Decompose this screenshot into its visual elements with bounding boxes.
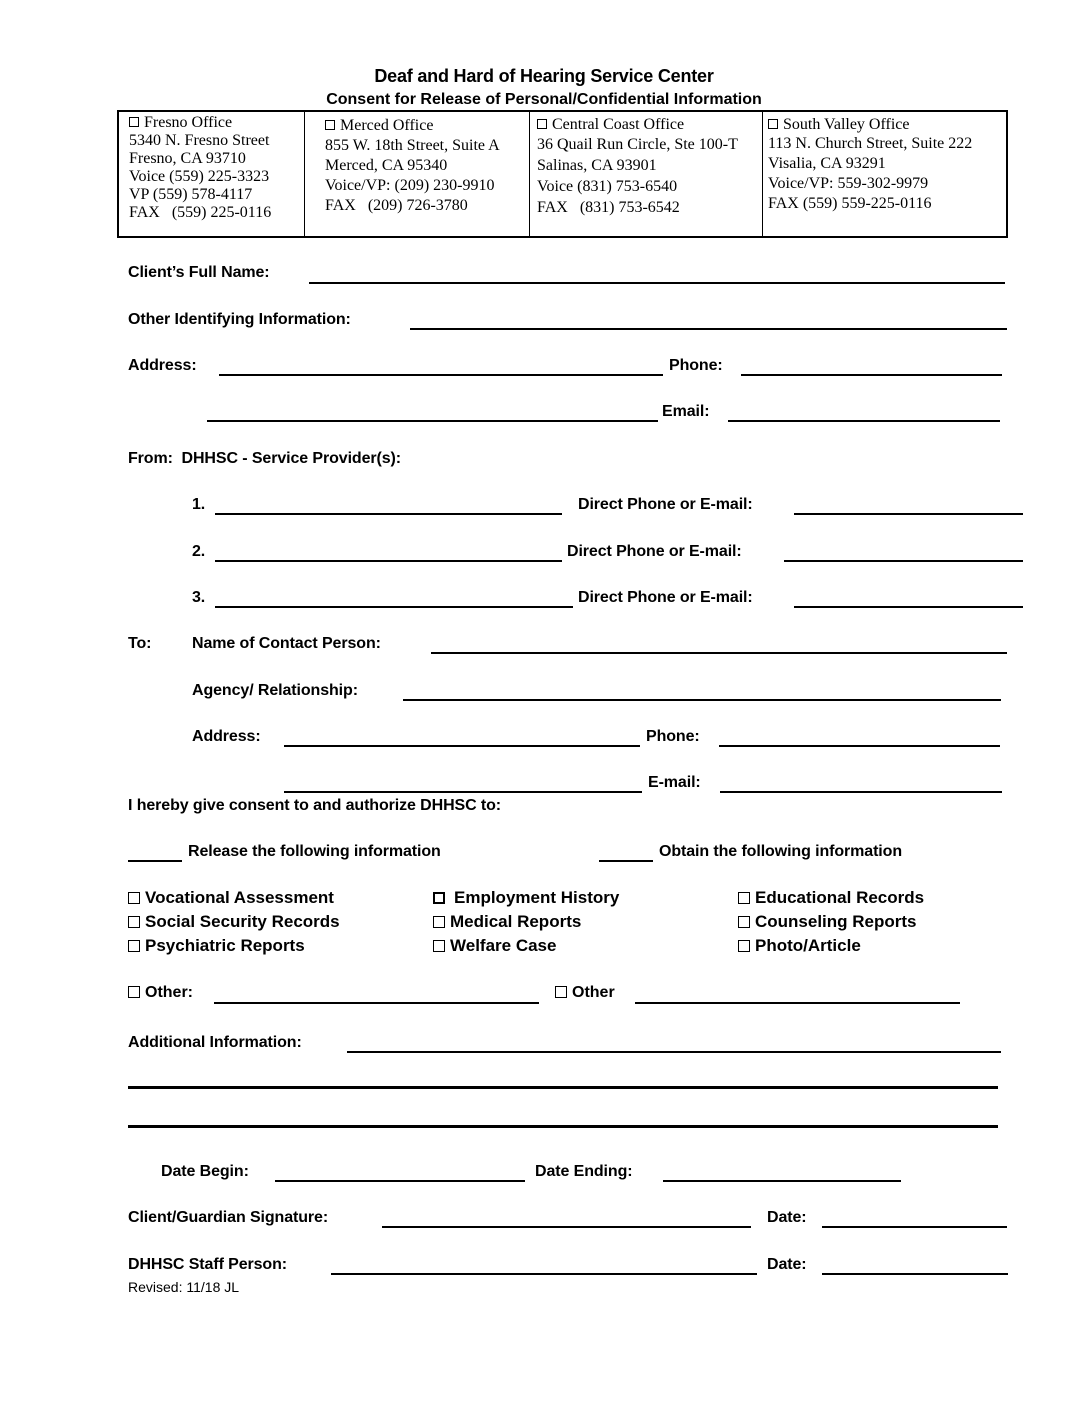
revised-note: Revised: 11/18 JL xyxy=(128,1279,240,1295)
provider-1-number: 1. xyxy=(192,496,206,513)
release-blank-input[interactable] xyxy=(128,840,182,862)
checkbox-icon[interactable] xyxy=(555,986,567,998)
checkbox-employment-history[interactable]: Employment History xyxy=(433,888,619,908)
additional-info-underline-3 xyxy=(128,1125,998,1128)
consent-statement: I hereby give consent to and authorize DHHSC to: xyxy=(128,797,502,814)
office-merced-checkbox[interactable]: Merced Office xyxy=(325,116,529,136)
checkbox-icon[interactable] xyxy=(129,117,139,127)
client-signature-input[interactable] xyxy=(385,1205,748,1227)
provider-1-name-input[interactable] xyxy=(218,492,559,514)
client-signature-date-input[interactable] xyxy=(825,1205,1004,1227)
provider-1-contact-input[interactable] xyxy=(797,492,1020,514)
checkbox-other-1[interactable]: Other: xyxy=(128,984,193,1002)
provider-1-contact-label: Direct Phone or E-mail: xyxy=(578,496,753,513)
checkbox-welfare-case[interactable]: Welfare Case xyxy=(433,936,556,956)
date-ending-label: Date Ending: xyxy=(535,1163,633,1180)
checkbox-icon[interactable] xyxy=(128,940,140,952)
contact-address-line1-input[interactable] xyxy=(287,724,637,746)
provider-3-contact-input[interactable] xyxy=(797,585,1020,607)
contact-email-input[interactable] xyxy=(723,770,999,792)
additional-info-underline-2 xyxy=(128,1086,998,1089)
staff-person-label: DHHSC Staff Person: xyxy=(128,1256,288,1273)
checkbox-icon[interactable] xyxy=(325,120,335,130)
checkbox-counseling-reports[interactable]: Counseling Reports xyxy=(738,912,917,932)
additional-info-line3-input[interactable] xyxy=(131,1103,995,1125)
agency-relationship-input[interactable] xyxy=(406,678,998,700)
from-service-providers-label: From: DHHSC - Service Provider(s): xyxy=(128,450,402,467)
checkbox-icon[interactable] xyxy=(738,940,750,952)
contact-person-input[interactable] xyxy=(434,631,1004,653)
client-address-line1-input[interactable] xyxy=(222,353,660,375)
provider-3-contact-label: Direct Phone or E-mail: xyxy=(578,589,753,606)
checkbox-icon[interactable] xyxy=(128,892,140,904)
client-signature-label: Client/Guardian Signature: xyxy=(128,1209,329,1226)
client-phone-input[interactable] xyxy=(744,353,999,375)
other-1-input[interactable] xyxy=(217,981,536,1003)
contact-address-line2-input[interactable] xyxy=(287,770,639,792)
additional-info-line2-input[interactable] xyxy=(131,1064,995,1086)
release-info-label: Release the following information xyxy=(188,843,441,860)
office-fresno-checkbox[interactable]: Fresno Office xyxy=(129,114,304,132)
office-central-coast: Central Coast Office 36 Quail Run Circle, Ste 100-T Salinas, CA 93901 Voice (831) 753-6540 FAX (831) 753-6542 xyxy=(529,112,762,236)
checkbox-icon[interactable] xyxy=(433,940,445,952)
client-signature-date-label: Date: xyxy=(767,1209,807,1226)
contact-phone-input[interactable] xyxy=(722,724,997,746)
office-south-valley-checkbox[interactable]: South Valley Office xyxy=(768,116,1006,134)
checkbox-icon[interactable] xyxy=(128,986,140,998)
checkbox-photo-article[interactable]: Photo/Article xyxy=(738,936,861,956)
checkbox-medical-reports[interactable]: Medical Reports xyxy=(433,912,581,932)
checkbox-icon[interactable] xyxy=(433,892,445,904)
checkbox-icon[interactable] xyxy=(738,892,750,904)
checkbox-icon[interactable] xyxy=(537,119,547,129)
checkbox-icon[interactable] xyxy=(433,916,445,928)
client-email-label: Email: xyxy=(662,403,710,420)
client-address-label: Address: xyxy=(128,357,197,374)
date-begin-label: Date Begin: xyxy=(161,1163,249,1180)
provider-2-contact-label: Direct Phone or E-mail: xyxy=(567,543,742,560)
client-address-line2-input[interactable] xyxy=(210,399,655,421)
contact-email-label: E-mail: xyxy=(648,774,701,791)
staff-person-input[interactable] xyxy=(334,1252,754,1274)
provider-3-number: 3. xyxy=(192,589,206,606)
other-2-input[interactable] xyxy=(638,981,957,1003)
office-central-coast-checkbox[interactable]: Central Coast Office xyxy=(537,116,762,134)
checkbox-other-2[interactable]: Other xyxy=(555,984,615,1002)
page-title: Deaf and Hard of Hearing Service Center xyxy=(374,66,714,86)
to-label: To: xyxy=(128,635,152,652)
offices-table xyxy=(117,110,1008,238)
checkbox-psychiatric-reports[interactable]: Psychiatric Reports xyxy=(128,936,305,956)
client-email-input[interactable] xyxy=(731,399,997,421)
checkbox-icon[interactable] xyxy=(128,916,140,928)
checkbox-educational-records[interactable]: Educational Records xyxy=(738,888,924,908)
other-identifying-info-input[interactable] xyxy=(413,307,1003,329)
staff-date-input[interactable] xyxy=(825,1252,1005,1274)
office-merced: Merced Office 855 W. 18th Street, Suite A Merced, CA 95340 Voice/VP: (209) 230-9910 FAX (209) 726-3780 xyxy=(304,112,529,236)
additional-info-label: Additional Information: xyxy=(128,1034,302,1051)
obtain-blank-input[interactable] xyxy=(599,840,653,862)
obtain-info-label: Obtain the following information xyxy=(659,843,902,860)
checkbox-icon[interactable] xyxy=(738,916,750,928)
provider-2-contact-input[interactable] xyxy=(787,539,1020,561)
provider-2-name-input[interactable] xyxy=(218,539,559,561)
checkbox-vocational-assessment[interactable]: Vocational Assessment xyxy=(128,888,334,908)
date-ending-input[interactable] xyxy=(666,1159,898,1181)
provider-3-name-input[interactable] xyxy=(218,585,570,607)
contact-phone-label: Phone: xyxy=(646,728,700,745)
other-identifying-info-label: Other Identifying Information: xyxy=(128,311,351,328)
agency-relationship-label: Agency/ Relationship: xyxy=(192,682,358,699)
checkbox-icon[interactable] xyxy=(768,119,778,129)
additional-info-line1-input[interactable] xyxy=(350,1030,998,1052)
staff-date-label: Date: xyxy=(767,1256,807,1273)
checkbox-social-security-records[interactable]: Social Security Records xyxy=(128,912,340,932)
office-south-valley: South Valley Office 113 N. Church Street, Suite 222 Visalia, CA 93291 Voice/VP: 559-302-9979 FAX (559) 559-225-0116 xyxy=(762,112,1006,236)
contact-person-label: Name of Contact Person: xyxy=(192,635,381,652)
page-subtitle: Consent for Release of Personal/Confidential Information xyxy=(326,91,762,108)
client-full-name-label: Client’s Full Name: xyxy=(128,264,270,281)
office-fresno: Fresno Office 5340 N. Fresno Street Fresno, CA 93710 Voice (559) 225-3323 VP (559) 578-4117 FAX (559) 225-0116 xyxy=(119,112,304,236)
contact-address-label: Address: xyxy=(192,728,261,745)
client-phone-label: Phone: xyxy=(669,357,723,374)
client-full-name-input[interactable] xyxy=(312,261,1002,283)
provider-2-number: 2. xyxy=(192,543,206,560)
date-begin-input[interactable] xyxy=(278,1159,522,1181)
